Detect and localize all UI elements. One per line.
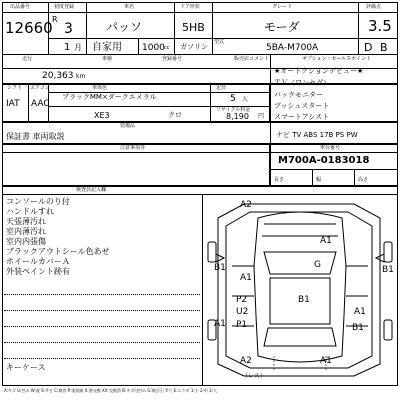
mark-u2-left: U2 [236,307,249,317]
accessories-value: 保証書 車両取説 [6,132,65,141]
car-name: パッソ [106,20,143,34]
chassis-number: M700A-0183018 [278,155,370,166]
mark-a1-left-rocker: A1 [214,319,226,329]
label-year: 初度登録 [54,4,75,10]
door-type: 5HB [182,21,205,34]
label-grade: グレード [272,4,293,10]
options-title: オプション・セールスポイント [302,56,372,62]
label-reg: 登録番号 [162,56,183,62]
mark-g-windshield: G [314,260,321,270]
inspector-note: 室内内張傷 [6,237,46,246]
mark-b1-left-fender: B1 [214,263,226,273]
label-length: 長さ [274,177,285,183]
notes-title: 注意事項等 [120,145,146,151]
color-value: ブラックMM×ダークエメラル [62,93,157,101]
label-shift: シフト [7,85,23,91]
fuel-value: ガソリン [180,43,208,51]
auction-sheet [2,2,398,398]
label-color: 車体色 [92,85,108,91]
yen-unit: 円 [258,113,265,120]
option-item: ★オートクションデビュー★ [274,67,364,75]
model-code: 5BA-M700A [266,43,319,53]
inspector-note: ハンドルすれ [6,207,54,216]
km-unit: km [76,73,86,80]
label-model: 型式 [214,39,225,45]
displacement: 1000 [142,43,165,53]
label-lot: 出品番号 [10,4,31,10]
inspector-note: 天張薄汚れ [6,217,46,226]
key-item: キーケース [6,363,46,372]
label-door: ドア形状 [180,4,200,10]
mark-b1-roof: B1 [298,295,310,305]
inspector-note: ブラックアウトシール色あせ [6,247,110,256]
month-unit: 月 [74,43,82,52]
mark-a1-hood: A1 [320,236,332,246]
month-value: 1 [64,42,71,53]
inspector-note: 室内薄汚れ [6,227,46,236]
aircon: AAC [31,99,50,109]
mark-a2-rear: A2 [240,356,252,366]
interior-grade: D [364,41,373,54]
mark-p2-left: P2 [236,295,248,305]
score-value: 3.5 [368,17,392,35]
option-item: プッシュスタート [274,102,330,110]
damage-legend: A:キズ U:凹み W:波 S:サビ C:腐食 P:塗装跡 X:要交換 XX:交換済 B:キズ付凹み G:飛び石 Y:穴 E:エクボ 1:小 2:中 3:大 [4,388,218,393]
interior-color: クロ [168,111,182,119]
era: R [52,15,58,24]
mark-b1-right-rear: B1 [352,323,364,333]
inspector-note: コンソールのり付 [6,197,70,206]
mileage-value: 20,363 [42,71,74,81]
label-recycle: リサイクル料金 [216,107,251,113]
transmission: IAT [6,99,20,109]
equipment-line: ナビ TV ABS 17B PS PW [276,131,358,139]
label-height: 高さ [358,177,369,183]
mark-a1-rear-bumper: A1 [320,356,332,366]
mark-b1-right-fender: B1 [382,265,394,275]
car-diagram [204,196,396,384]
exterior-grade: B [380,41,388,54]
mark-a2-front: A2 [240,200,252,210]
options-box [270,84,398,122]
label-score: 評価点 [366,4,382,10]
recycle-fee: 8,190 [226,112,249,121]
trim-code: XE3 [94,111,110,120]
label-seats: 定員 [216,85,227,91]
lot-number: 12660 [5,19,53,37]
chassis-title: 車台番号 [320,145,341,151]
mark-a1-right-door: A1 [354,307,366,317]
seats-value: 5 [230,94,236,104]
option-item: ＴＶ（ワンセグ） [274,79,331,87]
label-ac: エアコン [30,85,50,91]
accessories-title: 装備品 [120,123,136,129]
label-inspection: 車検 [102,56,113,62]
use-value: 自家用 [92,42,122,53]
cc-unit: cc [164,45,170,51]
inspector-title: 検査員記入欄 [76,187,107,193]
label-width: 幅 [316,177,322,183]
option-item: スマートアシスト [274,113,330,121]
inspector-note: ホイールカバーＡ [6,257,70,266]
grade-value: モーダ [264,20,300,34]
label-mileage: 走行 [22,56,33,62]
ls-label: （レス） [242,373,266,380]
inspector-note: 外装ペイント跡有 [6,267,70,276]
mark-p1-left: P1 [236,320,248,330]
year-value: 3 [64,21,73,37]
label-comment: 販売店コメント [234,56,270,62]
label-name: 車名 [124,4,135,10]
option-item: バックモニター [274,91,323,99]
mark-a1-left-door: A1 [240,273,252,283]
seats-unit: 人 [242,96,249,103]
